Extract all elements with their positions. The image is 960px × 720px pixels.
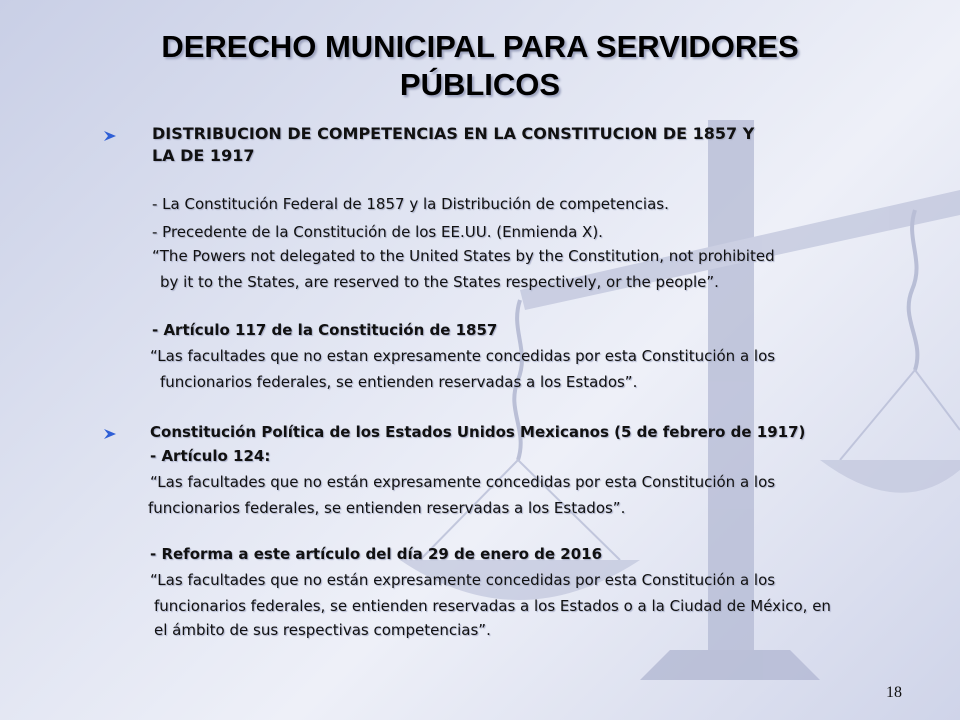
section2-article-heading: - Artículo 124: bbox=[150, 447, 271, 465]
arrow-bullet-icon bbox=[100, 426, 122, 442]
section2-reform-line-3: el ámbito de sus respectivas competencias”. bbox=[154, 621, 491, 639]
section2-article-line-1: “Las facultades que no están expresamente concedidas por esta Constitución a los bbox=[150, 473, 776, 491]
section1-line-3: “The Powers not delegated to the United States by the Constitution, not prohibited bbox=[152, 247, 775, 265]
section2-article-line-2: funcionarios federales, se entienden reservadas a los Estados”. bbox=[148, 499, 626, 517]
slide-title-line-2: PÚBLICOS bbox=[399, 67, 561, 102]
section1-line-4: by it to the States, are reserved to the States respectively, or the people”. bbox=[160, 273, 719, 291]
slide-title bbox=[60, 28, 900, 104]
section1-line-2: - Precedente de la Constitución de los EE.UU. (Enmienda X). bbox=[152, 223, 603, 241]
section1-heading-line-1: DISTRIBUCION DE COMPETENCIAS EN LA CONSTITUCION DE 1857 Y bbox=[152, 124, 755, 143]
section1-article-line-1: “Las facultades que no estan expresamente concedidas por esta Constitución a los bbox=[150, 347, 776, 365]
section1-article-line-2: funcionarios federales, se entienden reservadas a los Estados”. bbox=[160, 373, 638, 391]
slide-title-line-1: DERECHO MUNICIPAL PARA SERVIDORES bbox=[161, 29, 799, 64]
page-number: 18 bbox=[886, 684, 902, 701]
section2-reform-line-2: funcionarios federales, se entienden reservadas a los Estados o a la Ciudad de México, en bbox=[154, 597, 831, 615]
section2-reform-heading: - Reforma a este artículo del día 29 de enero de 2016 bbox=[150, 545, 603, 563]
section1-heading-line-2: LA DE 1917 bbox=[152, 146, 255, 165]
section2-heading: Constitución Política de los Estados Unidos Mexicanos (5 de febrero de 1917) bbox=[150, 423, 806, 441]
section1-article-heading: - Artículo 117 de la Constitución de 1857 bbox=[152, 321, 498, 339]
section2-reform-line-1: “Las facultades que no están expresamente concedidas por esta Constitución a los bbox=[150, 571, 776, 589]
section1-line-1: - La Constitución Federal de 1857 y la Distribución de competencias. bbox=[152, 195, 669, 213]
arrow-bullet-icon bbox=[100, 128, 122, 144]
